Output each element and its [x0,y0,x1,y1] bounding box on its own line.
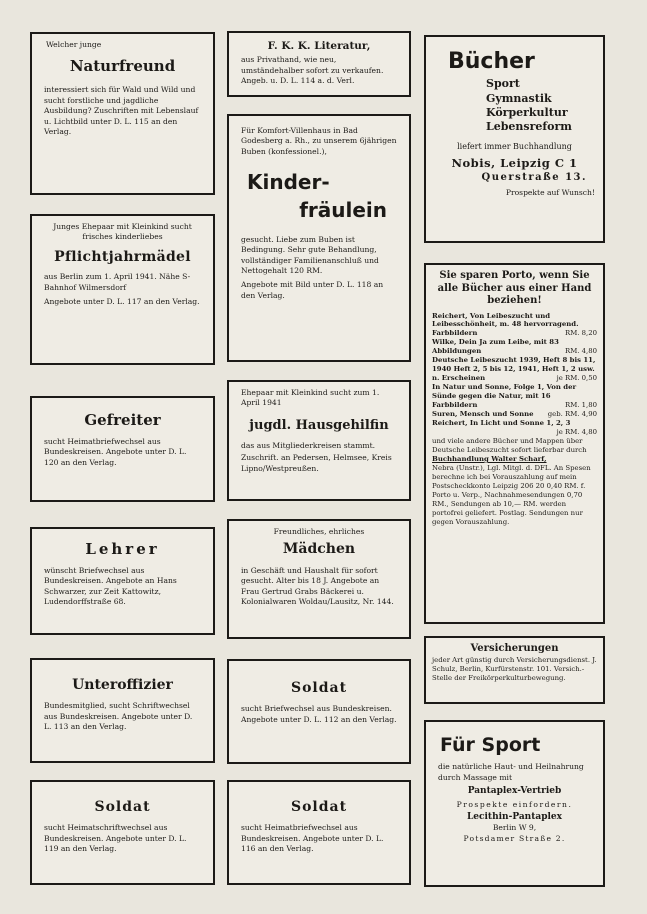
ad-body: Angebote unter D. L. 117 an den Verlag. [44,297,200,307]
ad-body: in Geschäft und Haushalt für sofort gesucht. Alter bis 18 J. Angebote an Frau Gertrud Grabs Bäckerei u. Kolonialwaren Woldau/Lausitz, Nr. 144. [241,565,394,607]
ad-note: Prospekte auf Wunsch! [505,188,595,198]
ad-body: jeder Art günstig durch Versicherungsdienst. J. Schulz, Berlin, Kurfürstenstr. 101. Versich.-Stelle der Freikörperkulturbewegung. [432,656,597,682]
ad-body: aus Privathand, wie neu, umständehalber sofort zu verkaufen. Angeb. u. D. L. 114 a. d. Verl. [241,55,384,86]
ad-body: wünscht Briefwechsel aus Bundeskreisen. Angebote an Hans Schwarzer, zur Zeit Kattowitz, Ludendorffstraße 68. [44,565,177,607]
ad-title: jugdl. Hausgehilfin [249,417,389,433]
ad-body: das aus Mitgliederkreisen stammt. [241,440,376,450]
book-text: Reichert, In Licht und Sonne 1, 2, 3 [432,419,571,428]
ad-pre: Für Komfort-Villenhaus in Bad Godesberg a. Rh., zu unserem 6jährigen Buben (konfessionel.), [241,126,397,156]
book-item [432,338,597,356]
ad-street: Potsdamer Straße 2. [463,833,566,843]
ad-city: Berlin W 9, [492,823,537,833]
book-item [432,410,597,419]
book-text: Deutsche Leibeszucht 1939, Heft 8 bis 11, 1940 Heft 2, 5 bis 12, 1941, Heft 1, 2 usw. n. Erscheinen [432,356,596,383]
ad-shop: Buchhandlung Walter Scharf, [432,455,547,463]
ad-title: Soldat [290,680,348,696]
ad-shop: Nobis, Leipzig C 1 [451,155,578,170]
book-item [432,419,597,437]
ad-brand-2: Lecithin-Pantaplex [466,812,563,823]
ad-address: Nebra (Unstr.), Lgl. Mitgl. d. DFL. An Spesen berechne ich bei Vorauszahlung auf mein Postscheckkonto Leipzig 206 20 0,40 RM. f. Porto u. Verp., Nachnahmesendungen 0,70 RM., Sendungen ab 10,— RM. werden portofrei geliefert. Postlag. Sendungen nur gegen Vorauszahlung. [432,463,591,526]
ad-body: aus Berlin zum 1. April 1941. Nähe S-Bahnhof Wilmersdorf [44,272,191,292]
ad-title: Pflichtjahrmädel [54,248,191,265]
ad-pre: Freundliches, ehrliches [273,527,365,536]
ad-buecher [424,35,605,243]
ad-title: Gefreiter [84,411,161,429]
ad-title: Soldat [94,799,151,815]
ad-body: die natürliche Haut- und Heilnahrung durch Massage mit [438,762,584,782]
book-text: Reichert, Von Leibeszucht und Leibesschönheit, m. 48 hervorragend. Farbbildern [432,311,579,338]
ad-brand: Pantaplex-Vertrieb [467,786,562,797]
ad-unteroffizier [30,658,215,763]
ad-body: Zuschrift. an Pedersen, Helmsee, Kreis Lipno/Westpreußen. [241,453,392,473]
ad-lehrer [30,527,215,635]
ad-topic: Lebensreform [486,120,572,134]
ad-porto [424,263,605,624]
ad-maedchen [227,519,411,639]
ad-title: fräulein [299,198,387,222]
book-price: je RM. 0,50 [556,374,597,383]
ad-body: und viele andere Bücher und Mappen über Deutsche Leibeszucht sofort lieferbar durch [432,437,587,455]
ad-note: Prospekte einfordern. [456,799,573,809]
ad-body: gesucht. Liebe zum Buben ist Bedingung. Sehr gute Behandlung, vollständiger Familienanschluß und Nettogehalt 120 RM. [241,234,379,275]
ad-body: sucht Heimatbriefwechsel aus Bundeskreisen. Angebote unter D. L. 120 an den Verlag. [44,436,187,467]
ad-pre: Welcher junge [46,40,102,49]
ad-soldat-1 [30,780,215,885]
ad-body: liefert immer Buchhandlung [457,141,572,151]
ad-soldat-2 [227,659,411,764]
ad-gefreiter [30,396,215,502]
ad-headline: Sie sparen Porto, wenn Sie alle Bücher aus einer Hand beziehen! [437,270,592,306]
ad-title: F. K. K. Literatur, [267,40,371,52]
ad-title: Unteroffizier [72,677,173,693]
ad-topic-list [486,77,595,134]
ad-title: Kinder- [247,170,330,195]
ad-soldat-3 [227,780,411,885]
ad-body: sucht Briefwechsel aus Bundeskreisen. Angebote unter D. L. 112 an den Verlag. [241,704,397,724]
book-list [432,311,597,437]
ad-pre: Junges Ehepaar mit Kleinkind sucht frisches kinderliebes [53,222,192,242]
ad-fuer-sport [424,720,605,887]
ad-kinderfraeulein [227,114,411,362]
ad-title: Bücher [448,49,535,74]
book-item [432,356,597,383]
ad-body: Angebote mit Bild unter D. L. 118 an den Verlag. [241,280,384,300]
ad-body: sucht Heimatbriefwechsel aus Bundeskreisen. Angebote unter D. L. 116 an den Verlag. [241,823,384,854]
ad-title: Lehrer [85,540,160,558]
book-item [432,383,597,410]
book-price: RM. 8,20 [565,329,597,338]
ad-topic: Sport [486,77,520,91]
book-price: RM. 4,80 [565,347,597,356]
book-price: je RM. 4,80 [556,428,597,437]
book-text: Wilke, Dein Ja zum Leibe, mit 83 Abbildungen [432,338,559,356]
ad-title: Soldat [290,799,348,815]
book-text: In Natur und Sonne, Folge 1, Von der Sünde gegen die Natur, mit 16 Farbbildern [432,383,577,410]
ad-body: Bundesmitglied, sucht Schriftwechsel aus Bundeskreisen. Angebote unter D. L. 113 an den Verlag. [44,701,193,732]
ad-naturfreund [30,32,215,195]
book-text: Suren, Mensch und Sonne [432,410,534,419]
ad-topic: Gymnastik [486,91,552,105]
book-price: RM. 1,80 [565,401,597,410]
ad-title: Mädchen [282,541,356,558]
ad-street: Querstraße 13. [481,172,587,184]
ad-body: sucht Heimatschriftwechsel aus Bundeskreisen. Angebote unter D. L. 119 an den Verlag. [44,823,187,854]
book-price: geb. RM. 4,90 [547,410,597,419]
ad-pre: Ehepaar mit Kleinkind sucht zum 1. April 1941 [241,388,380,408]
ad-body: interessiert sich für Wald und Wild und sucht forstliche und jagdliche Ausbildung? Zuschriften mit Lebenslauf u. Lichtbild unter D. L. 115 an den Verlag. [44,85,199,137]
ad-versicherungen [424,636,605,704]
ad-hausgehilfin [227,380,411,501]
ad-literatur [227,31,411,97]
ad-topic: Körperkultur [486,105,568,119]
ad-pflichtjahrmaedel [30,214,215,365]
ad-title: Naturfreund [69,57,176,76]
book-item [432,312,597,339]
ad-title: Versicherungen [470,643,559,654]
ad-title: Für Sport [440,734,541,756]
